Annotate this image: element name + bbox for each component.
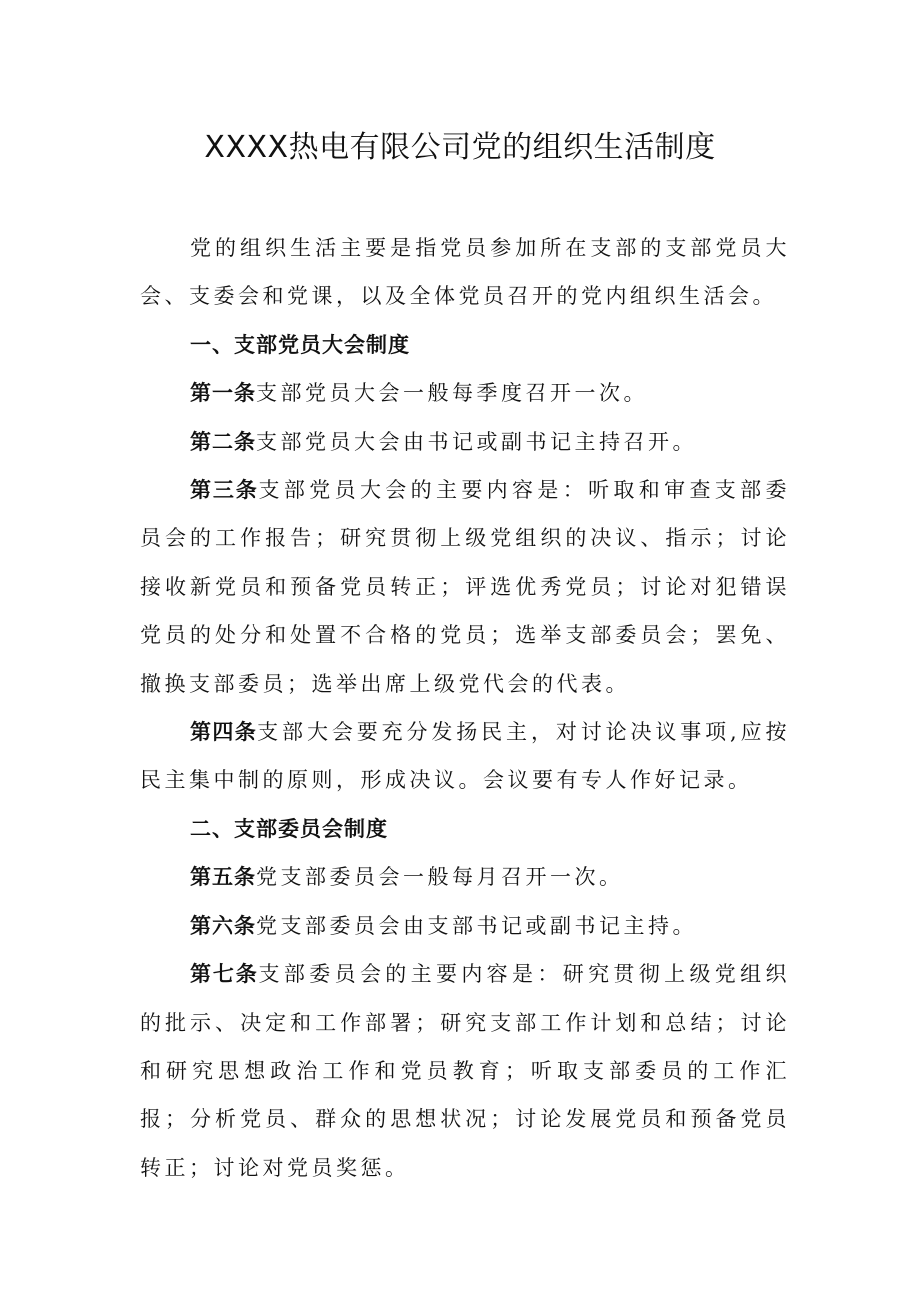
article-text: 支部党员大会由书记或副书记主持召开。 [256,429,697,454]
document-body [140,224,790,1192]
article-5 [140,853,790,901]
article-label: 第六条 [190,913,256,938]
article-label: 第五条 [190,865,256,890]
article-7 [140,950,790,1192]
article-4 [140,708,790,805]
article-text: 支部委员会的主要内容是：研究贯彻上级党组织的批示、决定和工作部署；研究支部工作计划和总结；讨论和研究思想政治工作和党员教育；听取支部委员的工作汇报；分析党员、群众的思想状况；讨论发展党员和预备党员转正；讨论对党员奖惩。 [140,962,791,1180]
article-text: 支部党员大会一般每季度召开一次。 [256,381,648,406]
section-heading-2: 二、支部委员会制度 [190,816,388,841]
article-1 [140,369,790,417]
article-label: 第三条 [190,478,259,503]
section-heading-1: 一、支部党员大会制度 [190,332,410,357]
article-text: 党支部委员会由支部书记或副书记主持。 [256,913,697,938]
document-title: XXXX热电有限公司党的组织生活制度 [204,130,716,165]
article-text: 支部党员大会的主要内容是：听取和审查支部委员会的工作报告；研究贯彻上级党组织的决议、指示；讨论接收新党员和预备党员转正；评选优秀党员；讨论对犯错误党员的处分和处置不合格的党员；选举支部委员会；罢免、撤换支部委员；选举出席上级党代会的代表。 [140,478,791,696]
intro-paragraph: 党的组织生活主要是指党员参加所在支部的支部党员大会、支委会和党课，以及全体党员召开的党内组织生活会。 [140,236,790,309]
article-label: 第四条 [190,720,258,745]
article-label: 第七条 [190,962,259,987]
article-text: 党支部委员会一般每月召开一次。 [256,865,624,890]
article-3 [140,466,790,708]
article-2 [140,418,790,466]
article-label: 第二条 [190,429,256,454]
article-label: 第一条 [190,381,256,406]
article-6 [140,902,790,950]
article-text: 支部大会要充分发扬民主，对讨论决议事项,应按民主集中制的原则，形成决议。会议要有专人作好记录。 [140,720,790,793]
